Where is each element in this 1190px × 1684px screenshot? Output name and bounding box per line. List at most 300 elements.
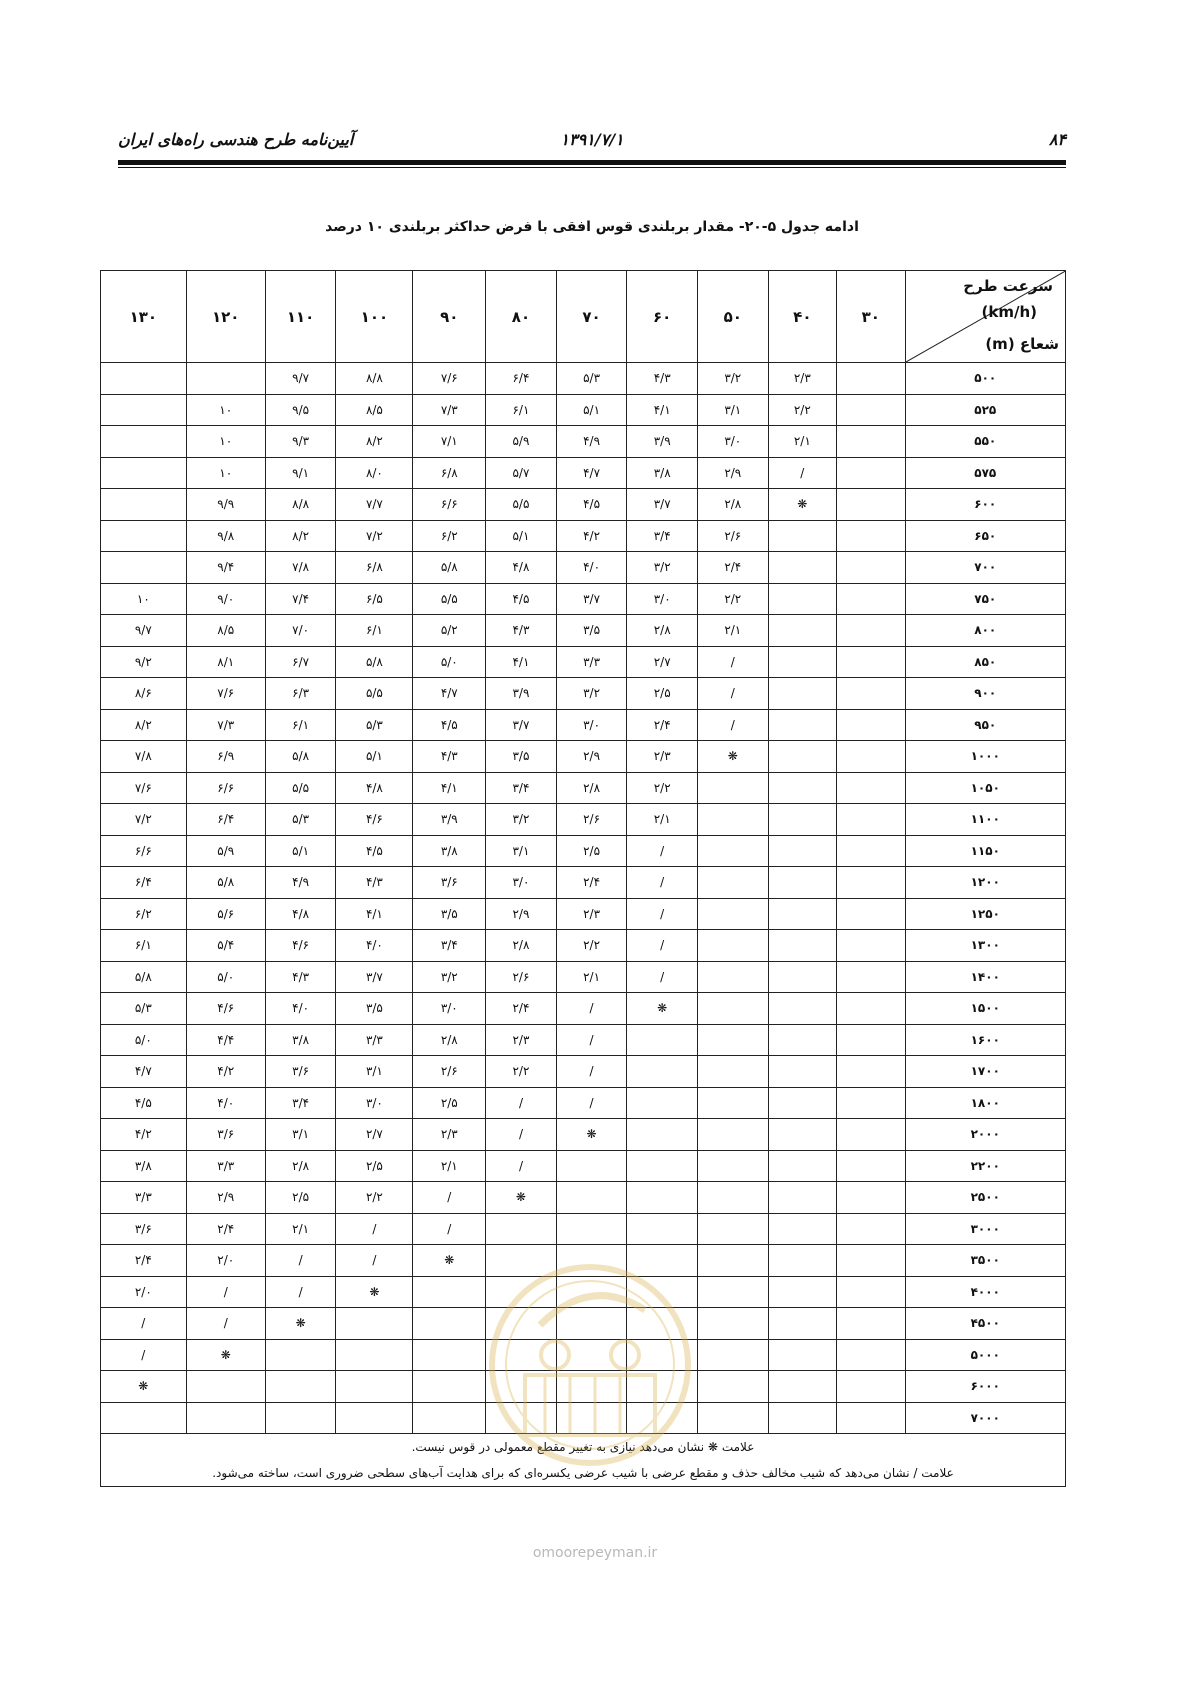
value-cell: ۴/۵ bbox=[413, 709, 486, 741]
value-cell: ۶/۹ bbox=[186, 741, 265, 773]
value-cell bbox=[768, 1056, 836, 1088]
value-cell: ۵/۸ bbox=[265, 741, 336, 773]
value-cell: ۲/۱ bbox=[413, 1150, 486, 1182]
table-row bbox=[101, 1182, 1066, 1214]
value-cell bbox=[336, 1371, 413, 1403]
value-cell bbox=[697, 930, 768, 962]
value-cell: ۴/۱ bbox=[336, 898, 413, 930]
table-row bbox=[101, 709, 1066, 741]
value-cell: / bbox=[556, 1056, 627, 1088]
value-cell: ۹/۹ bbox=[186, 489, 265, 521]
radius-cell: ۴۰۰۰ bbox=[905, 1276, 1065, 1308]
radius-cell: ۱۵۰۰ bbox=[905, 993, 1065, 1025]
table-row bbox=[101, 489, 1066, 521]
value-cell: / bbox=[627, 961, 698, 993]
value-cell bbox=[768, 898, 836, 930]
value-cell: ۵/۰ bbox=[413, 646, 486, 678]
speed-header-cell: ۵۰ bbox=[697, 271, 768, 363]
value-cell bbox=[768, 741, 836, 773]
value-cell bbox=[697, 1371, 768, 1403]
value-cell: ۸/۲ bbox=[101, 709, 187, 741]
value-cell: / bbox=[265, 1245, 336, 1277]
value-cell bbox=[627, 1213, 698, 1245]
value-cell bbox=[837, 1308, 905, 1340]
value-cell: ۳/۰ bbox=[413, 993, 486, 1025]
value-cell: ۸/۲ bbox=[336, 426, 413, 458]
value-cell bbox=[837, 1150, 905, 1182]
radius-cell: ۹۵۰ bbox=[905, 709, 1065, 741]
value-cell bbox=[697, 1402, 768, 1434]
page-number: ۸۴ bbox=[1048, 130, 1066, 149]
radius-cell: ۳۵۰۰ bbox=[905, 1245, 1065, 1277]
radius-cell: ۹۰۰ bbox=[905, 678, 1065, 710]
value-cell: ۵/۱ bbox=[336, 741, 413, 773]
value-cell bbox=[265, 1371, 336, 1403]
value-cell: / bbox=[413, 1213, 486, 1245]
value-cell: ۵/۵ bbox=[336, 678, 413, 710]
table-row bbox=[101, 1087, 1066, 1119]
value-cell: ❋ bbox=[265, 1308, 336, 1340]
value-cell: ۴/۶ bbox=[186, 993, 265, 1025]
value-cell bbox=[837, 394, 905, 426]
value-cell: ۵/۱ bbox=[486, 520, 557, 552]
radius-cell: ۱۸۰۰ bbox=[905, 1087, 1065, 1119]
value-cell: ۲/۴ bbox=[697, 552, 768, 584]
speed-header-cell: ۷۰ bbox=[556, 271, 627, 363]
value-cell bbox=[768, 930, 836, 962]
value-cell: ۴/۶ bbox=[336, 804, 413, 836]
value-cell bbox=[486, 1402, 557, 1434]
speed-header-cell: ۸۰ bbox=[486, 271, 557, 363]
value-cell bbox=[768, 1402, 836, 1434]
value-cell bbox=[697, 1213, 768, 1245]
value-cell bbox=[627, 1402, 698, 1434]
value-cell bbox=[768, 520, 836, 552]
value-cell bbox=[697, 961, 768, 993]
value-cell: ۴/۰ bbox=[556, 552, 627, 584]
value-cell bbox=[837, 1213, 905, 1245]
radius-cell: ۱۳۰۰ bbox=[905, 930, 1065, 962]
value-cell bbox=[837, 457, 905, 489]
value-cell: ۴/۱ bbox=[413, 772, 486, 804]
value-cell: ۸/۸ bbox=[265, 489, 336, 521]
value-cell: ۲/۴ bbox=[186, 1213, 265, 1245]
value-cell: ۴/۵ bbox=[336, 835, 413, 867]
value-cell: ۴/۶ bbox=[265, 930, 336, 962]
value-cell: / bbox=[186, 1308, 265, 1340]
value-cell bbox=[837, 583, 905, 615]
value-cell bbox=[627, 1150, 698, 1182]
radius-cell: ۵۰۰۰ bbox=[905, 1339, 1065, 1371]
value-cell bbox=[768, 583, 836, 615]
value-cell: ۴/۷ bbox=[556, 457, 627, 489]
table-row bbox=[101, 394, 1066, 426]
table-row bbox=[101, 646, 1066, 678]
value-cell bbox=[101, 520, 187, 552]
value-cell: ۲/۸ bbox=[413, 1024, 486, 1056]
value-cell: ۴/۰ bbox=[265, 993, 336, 1025]
value-cell bbox=[768, 1371, 836, 1403]
value-cell: ۲/۲ bbox=[768, 394, 836, 426]
value-cell bbox=[837, 867, 905, 899]
table-row bbox=[101, 804, 1066, 836]
value-cell: ❋ bbox=[101, 1371, 187, 1403]
table-row bbox=[101, 961, 1066, 993]
radius-cell: ۶۰۰۰ bbox=[905, 1371, 1065, 1403]
value-cell: ۲/۰ bbox=[186, 1245, 265, 1277]
website-watermark: omoorepeyman.ir bbox=[532, 1545, 658, 1561]
value-cell: ۵/۵ bbox=[265, 772, 336, 804]
note-star: علامت ❋ نشان می‌دهد نیازی به تغییر مقطع معمولی در قوس نیست. bbox=[411, 1440, 755, 1454]
value-cell bbox=[697, 1276, 768, 1308]
value-cell: ۶/۲ bbox=[101, 898, 187, 930]
value-cell: ۵/۰ bbox=[186, 961, 265, 993]
document-title: آیین‌نامه طرح هندسی راه‌های ایران bbox=[118, 130, 354, 149]
value-cell: ۳/۱ bbox=[486, 835, 557, 867]
value-cell: ۴/۰ bbox=[186, 1087, 265, 1119]
value-cell: ۴/۸ bbox=[486, 552, 557, 584]
table-row bbox=[101, 993, 1066, 1025]
value-cell: ۴/۵ bbox=[101, 1087, 187, 1119]
value-cell: ۱۰ bbox=[186, 457, 265, 489]
value-cell: ۶/۶ bbox=[413, 489, 486, 521]
value-cell bbox=[101, 489, 187, 521]
value-cell: / bbox=[697, 709, 768, 741]
value-cell: ۳/۰ bbox=[336, 1087, 413, 1119]
table-row bbox=[101, 1056, 1066, 1088]
value-cell: ۲/۱ bbox=[627, 804, 698, 836]
value-cell bbox=[486, 1308, 557, 1340]
table-row bbox=[101, 457, 1066, 489]
value-cell: / bbox=[486, 1087, 557, 1119]
value-cell bbox=[186, 363, 265, 395]
value-cell: ۴/۳ bbox=[336, 867, 413, 899]
value-cell bbox=[186, 1402, 265, 1434]
value-cell: ۱۰ bbox=[101, 583, 187, 615]
value-cell: / bbox=[627, 867, 698, 899]
value-cell bbox=[837, 741, 905, 773]
value-cell: ۲/۳ bbox=[768, 363, 836, 395]
radius-cell: ۱۰۵۰ bbox=[905, 772, 1065, 804]
table-row bbox=[101, 615, 1066, 647]
value-cell: ۲/۲ bbox=[486, 1056, 557, 1088]
value-cell: ۷/۶ bbox=[413, 363, 486, 395]
value-cell: ۳/۸ bbox=[627, 457, 698, 489]
value-cell bbox=[486, 1213, 557, 1245]
value-cell: ۳/۲ bbox=[413, 961, 486, 993]
table-row bbox=[101, 1245, 1066, 1277]
value-cell: ۱۰ bbox=[186, 394, 265, 426]
value-cell: ۳/۰ bbox=[627, 583, 698, 615]
value-cell: ۳/۷ bbox=[486, 709, 557, 741]
value-cell: ۶/۱ bbox=[265, 709, 336, 741]
value-cell bbox=[768, 1150, 836, 1182]
value-cell: ۳/۴ bbox=[265, 1087, 336, 1119]
value-cell: ۶/۴ bbox=[186, 804, 265, 836]
value-cell bbox=[768, 804, 836, 836]
value-cell bbox=[697, 1339, 768, 1371]
value-cell: ۲/۹ bbox=[186, 1182, 265, 1214]
table-row bbox=[101, 1213, 1066, 1245]
table-row bbox=[101, 1371, 1066, 1403]
value-cell: ۵/۳ bbox=[101, 993, 187, 1025]
value-cell: ۶/۴ bbox=[486, 363, 557, 395]
value-cell: ۴/۳ bbox=[265, 961, 336, 993]
table-row bbox=[101, 772, 1066, 804]
value-cell bbox=[336, 1339, 413, 1371]
value-cell: ❋ bbox=[186, 1339, 265, 1371]
value-cell bbox=[768, 615, 836, 647]
value-cell bbox=[697, 772, 768, 804]
speed-label: سرعت طرح bbox=[963, 277, 1053, 295]
radius-cell: ۷۰۰ bbox=[905, 552, 1065, 584]
table-row bbox=[101, 835, 1066, 867]
radius-cell: ۱۱۵۰ bbox=[905, 835, 1065, 867]
value-cell bbox=[768, 678, 836, 710]
value-cell: ۲/۵ bbox=[265, 1182, 336, 1214]
value-cell: ۳/۰ bbox=[556, 709, 627, 741]
value-cell bbox=[697, 804, 768, 836]
value-cell: / bbox=[486, 1150, 557, 1182]
value-cell: ۷/۱ bbox=[413, 426, 486, 458]
value-cell bbox=[413, 1339, 486, 1371]
value-cell: ۴/۸ bbox=[265, 898, 336, 930]
radius-cell: ۴۵۰۰ bbox=[905, 1308, 1065, 1340]
value-cell: ۳/۵ bbox=[413, 898, 486, 930]
table-row bbox=[101, 1402, 1066, 1434]
radius-cell: ۳۰۰۰ bbox=[905, 1213, 1065, 1245]
value-cell bbox=[768, 961, 836, 993]
value-cell: ۴/۷ bbox=[413, 678, 486, 710]
value-cell bbox=[837, 363, 905, 395]
table-row bbox=[101, 678, 1066, 710]
radius-cell: ۶۵۰ bbox=[905, 520, 1065, 552]
value-cell: ۲/۶ bbox=[486, 961, 557, 993]
value-cell: ۳/۴ bbox=[486, 772, 557, 804]
document-date: ۱۳۹۱/۷/۱ bbox=[560, 130, 624, 149]
value-cell bbox=[768, 1245, 836, 1277]
value-cell: / bbox=[556, 1087, 627, 1119]
value-cell: ۲/۲ bbox=[556, 930, 627, 962]
value-cell: / bbox=[265, 1276, 336, 1308]
radius-cell: ۲۵۰۰ bbox=[905, 1182, 1065, 1214]
value-cell: ۲/۹ bbox=[486, 898, 557, 930]
value-cell bbox=[837, 1402, 905, 1434]
value-cell: ۳/۷ bbox=[627, 489, 698, 521]
value-cell: ۲/۴ bbox=[556, 867, 627, 899]
value-cell: ۲/۳ bbox=[627, 741, 698, 773]
table-row bbox=[101, 930, 1066, 962]
value-cell: ۶/۴ bbox=[101, 867, 187, 899]
header-rule-thick bbox=[118, 160, 1066, 165]
value-cell: ۷/۰ bbox=[265, 615, 336, 647]
value-cell: ۶/۸ bbox=[413, 457, 486, 489]
radius-cell: ۷۵۰ bbox=[905, 583, 1065, 615]
value-cell: / bbox=[627, 898, 698, 930]
value-cell: ۳/۲ bbox=[556, 678, 627, 710]
table-row bbox=[101, 363, 1066, 395]
radius-cell: ۱۱۰۰ bbox=[905, 804, 1065, 836]
value-cell: ۸/۵ bbox=[186, 615, 265, 647]
value-cell: ۸/۰ bbox=[336, 457, 413, 489]
value-cell bbox=[768, 1119, 836, 1151]
value-cell bbox=[837, 993, 905, 1025]
speed-header-cell: ۴۰ bbox=[768, 271, 836, 363]
value-cell bbox=[837, 1245, 905, 1277]
value-cell: ۲/۵ bbox=[336, 1150, 413, 1182]
value-cell: ۵/۶ bbox=[186, 898, 265, 930]
value-cell: ۲/۸ bbox=[697, 489, 768, 521]
value-cell bbox=[697, 867, 768, 899]
speed-header-cell: ۳۰ bbox=[837, 271, 905, 363]
value-cell: ۳/۲ bbox=[627, 552, 698, 584]
value-cell: ۶/۱ bbox=[101, 930, 187, 962]
value-cell: ۵/۷ bbox=[486, 457, 557, 489]
value-cell: ۳/۲ bbox=[697, 363, 768, 395]
value-cell: ۵/۲ bbox=[413, 615, 486, 647]
value-cell bbox=[486, 1339, 557, 1371]
value-cell bbox=[837, 1024, 905, 1056]
value-cell bbox=[837, 489, 905, 521]
value-cell bbox=[697, 1119, 768, 1151]
value-cell bbox=[837, 804, 905, 836]
value-cell bbox=[697, 993, 768, 1025]
value-cell bbox=[837, 1119, 905, 1151]
value-cell: ۷/۴ bbox=[265, 583, 336, 615]
value-cell: ۴/۳ bbox=[413, 741, 486, 773]
radius-cell: ۲۲۰۰ bbox=[905, 1150, 1065, 1182]
value-cell: ۴/۲ bbox=[556, 520, 627, 552]
value-cell: ۲/۵ bbox=[413, 1087, 486, 1119]
value-cell bbox=[837, 930, 905, 962]
value-cell: ۹/۲ bbox=[101, 646, 187, 678]
table-row bbox=[101, 583, 1066, 615]
value-cell: ۲/۲ bbox=[627, 772, 698, 804]
radius-cell: ۱۰۰۰ bbox=[905, 741, 1065, 773]
value-cell: ۳/۵ bbox=[336, 993, 413, 1025]
value-cell: ۳/۴ bbox=[413, 930, 486, 962]
value-cell: ۹/۴ bbox=[186, 552, 265, 584]
value-cell: ۶/۱ bbox=[486, 394, 557, 426]
value-cell bbox=[768, 1308, 836, 1340]
value-cell bbox=[413, 1276, 486, 1308]
value-cell: ۷/۳ bbox=[413, 394, 486, 426]
table-row bbox=[101, 1276, 1066, 1308]
value-cell: / bbox=[768, 457, 836, 489]
value-cell bbox=[556, 1371, 627, 1403]
value-cell: ۸/۲ bbox=[265, 520, 336, 552]
value-cell: ۸/۱ bbox=[186, 646, 265, 678]
value-cell bbox=[486, 1371, 557, 1403]
radius-cell: ۲۰۰۰ bbox=[905, 1119, 1065, 1151]
table-row bbox=[101, 867, 1066, 899]
value-cell bbox=[697, 1087, 768, 1119]
value-cell: ۳/۷ bbox=[336, 961, 413, 993]
value-cell bbox=[101, 1402, 187, 1434]
value-cell: ۱۰ bbox=[186, 426, 265, 458]
value-cell bbox=[768, 772, 836, 804]
value-cell: ۲/۴ bbox=[486, 993, 557, 1025]
value-cell bbox=[837, 615, 905, 647]
value-cell bbox=[837, 898, 905, 930]
value-cell: / bbox=[413, 1182, 486, 1214]
value-cell: ۵/۹ bbox=[186, 835, 265, 867]
value-cell bbox=[265, 1402, 336, 1434]
speed-header-cell: ۶۰ bbox=[627, 271, 698, 363]
value-cell: ۲/۴ bbox=[627, 709, 698, 741]
value-cell: ۵/۵ bbox=[413, 583, 486, 615]
value-cell: ۳/۵ bbox=[486, 741, 557, 773]
value-cell: ❋ bbox=[768, 489, 836, 521]
speed-header-cell: ۱۳۰ bbox=[101, 271, 187, 363]
value-cell: ۲/۱ bbox=[768, 426, 836, 458]
value-cell: ۴/۲ bbox=[186, 1056, 265, 1088]
value-cell: ۳/۸ bbox=[101, 1150, 187, 1182]
value-cell bbox=[837, 835, 905, 867]
value-cell bbox=[627, 1056, 698, 1088]
value-cell bbox=[101, 457, 187, 489]
value-cell: ۳/۶ bbox=[186, 1119, 265, 1151]
value-cell bbox=[627, 1339, 698, 1371]
table-header-row bbox=[101, 271, 1066, 363]
value-cell: / bbox=[556, 993, 627, 1025]
value-cell: ❋ bbox=[556, 1119, 627, 1151]
table-row bbox=[101, 520, 1066, 552]
value-cell bbox=[768, 1213, 836, 1245]
radius-cell: ۵۲۵ bbox=[905, 394, 1065, 426]
value-cell bbox=[837, 961, 905, 993]
value-cell bbox=[486, 1276, 557, 1308]
value-cell: ۳/۱ bbox=[697, 394, 768, 426]
radius-cell: ۱۶۰۰ bbox=[905, 1024, 1065, 1056]
radius-label: شعاع (m) bbox=[985, 335, 1059, 353]
value-cell bbox=[837, 1056, 905, 1088]
value-cell bbox=[627, 1024, 698, 1056]
value-cell bbox=[336, 1308, 413, 1340]
value-cell: ۲/۳ bbox=[413, 1119, 486, 1151]
value-cell: ❋ bbox=[697, 741, 768, 773]
radius-cell: ۵۵۰ bbox=[905, 426, 1065, 458]
value-cell bbox=[768, 835, 836, 867]
value-cell: ۹/۷ bbox=[101, 615, 187, 647]
value-cell bbox=[556, 1402, 627, 1434]
value-cell: ۳/۶ bbox=[101, 1213, 187, 1245]
value-cell bbox=[627, 1182, 698, 1214]
value-cell: ۳/۳ bbox=[336, 1024, 413, 1056]
value-cell bbox=[627, 1087, 698, 1119]
table-row bbox=[101, 1150, 1066, 1182]
value-cell: / bbox=[336, 1245, 413, 1277]
value-cell: ۲/۸ bbox=[556, 772, 627, 804]
radius-cell: ۷۰۰۰ bbox=[905, 1402, 1065, 1434]
value-cell: ۳/۸ bbox=[265, 1024, 336, 1056]
value-cell bbox=[697, 1182, 768, 1214]
value-cell: ۷/۸ bbox=[265, 552, 336, 584]
radius-cell: ۱۲۰۰ bbox=[905, 867, 1065, 899]
value-cell: ۳/۳ bbox=[556, 646, 627, 678]
value-cell bbox=[837, 552, 905, 584]
value-cell bbox=[413, 1402, 486, 1434]
table-row bbox=[101, 426, 1066, 458]
value-cell: ۵/۸ bbox=[336, 646, 413, 678]
value-cell bbox=[101, 394, 187, 426]
value-cell bbox=[336, 1402, 413, 1434]
value-cell: ۲/۳ bbox=[486, 1024, 557, 1056]
value-cell: ۳/۶ bbox=[413, 867, 486, 899]
value-cell: ۹/۱ bbox=[265, 457, 336, 489]
value-cell: ۳/۰ bbox=[486, 867, 557, 899]
value-cell bbox=[265, 1339, 336, 1371]
